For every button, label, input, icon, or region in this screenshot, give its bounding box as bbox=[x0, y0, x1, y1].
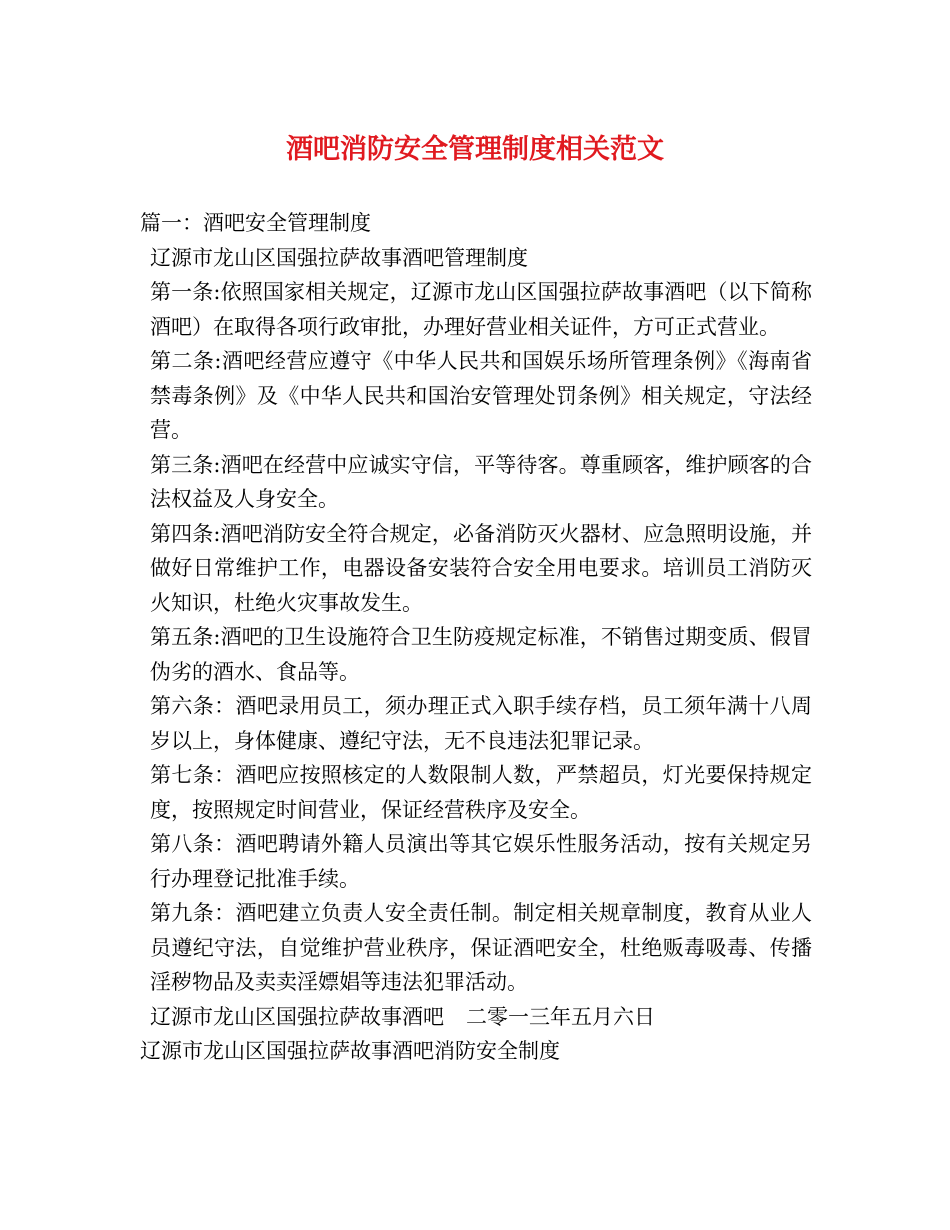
signature-line bbox=[140, 1000, 812, 1035]
section-heading: 篇一：酒吧安全管理制度 bbox=[140, 211, 371, 235]
subheading: 辽源市龙山区国强拉萨故事酒吧管理制度 bbox=[150, 245, 528, 270]
article-2: 第二条:酒吧经营应遵守《中华人民共和国娱乐场所管理条例》《海南省禁毒条例》及《中华人民共和国治安管理处罚条例》相关规定，守法经营。 bbox=[150, 349, 812, 442]
article-1: 第一条:依照国家相关规定，辽源市龙山区国强拉萨故事酒吧（以下简称酒吧）在取得各项行政审批，办理好营业相关证件，方可正式营业。 bbox=[150, 280, 812, 339]
article-4: 第四条:酒吧消防安全符合规定，必备消防灭火器材、应急照明设施，并做好日常维护工作，电器设备安装符合安全用电要求。培训员工消防灭火知识，杜绝火灾事故发生。 bbox=[150, 521, 812, 615]
document-body bbox=[140, 206, 812, 1069]
article-7: 第七条：酒吧应按照核定的人数限制人数，严禁超员，灯光要保持规定度，按照规定时间营业，保证经营秩序及安全。 bbox=[150, 763, 812, 822]
article-5: 第五条:酒吧的卫生设施符合卫生防疫规定标准，不销售过期变质、假冒伪劣的酒水、食品等。 bbox=[150, 625, 812, 684]
document-title: 酒吧消防安全管理制度相关范文 bbox=[286, 134, 664, 165]
article-6: 第六条：酒吧录用员工，须办理正式入职手续存档，员工须年满十八周岁以上，身体健康、遵纪守法，无不良违法犯罪记录。 bbox=[150, 694, 812, 753]
article-3: 第三条:酒吧在经营中应诚实守信，平等待客。尊重顾客，维护顾客的合法权益及人身安全。 bbox=[150, 452, 812, 511]
article-8: 第八条：酒吧聘请外籍人员演出等其它娱乐性服务活动，按有关规定另行办理登记批准手续。 bbox=[150, 832, 812, 891]
article-9: 第九条：酒吧建立负责人安全责任制。制定相关规章制度，教育从业人员遵纪守法，自觉维护营业秩序，保证酒吧安全，杜绝贩毒吸毒、传播淫秽物品及卖卖淫嫖娼等违法犯罪活动。 bbox=[150, 901, 812, 994]
signature-date: 二零一三年五月六日 bbox=[466, 1004, 655, 1029]
next-section-heading: 辽源市龙山区国强拉萨故事酒吧消防安全制度 bbox=[140, 1039, 560, 1063]
signature-org: 辽源市龙山区国强拉萨故事酒吧 bbox=[150, 1004, 444, 1029]
